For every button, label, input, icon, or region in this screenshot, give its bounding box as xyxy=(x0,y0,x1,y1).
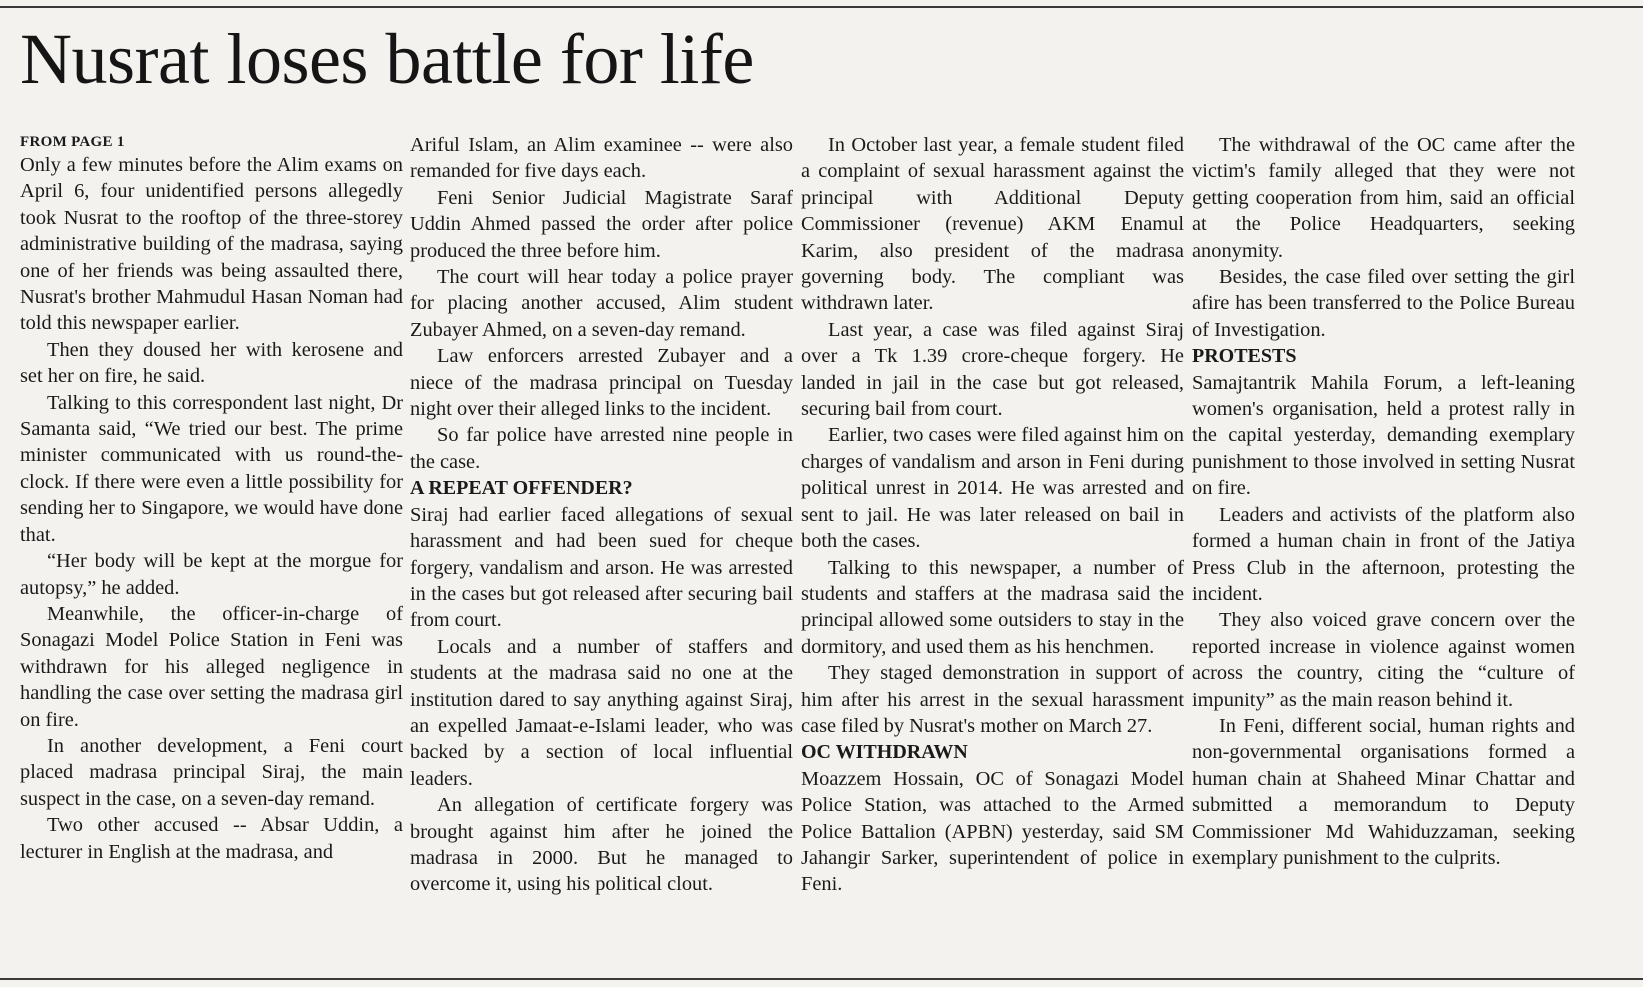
kicker: FROM PAGE 1 xyxy=(20,134,125,150)
paragraph: Only a few minutes before the Alim exams on April 6, four unidentified persons allegedly took Nusrat to the rooftop of the three-storey administrative building of the madrasa, saying one of her friends was being assaulted there, Nusrat's brother Mahmudul Hasan Noman had told this newspaper earlier. xyxy=(20,154,403,335)
column-4-blocks xyxy=(1192,132,1575,871)
paragraph: Siraj had earlier faced allegations of sexual harassment and had been sued for cheque forgery, vandalism and arson. He was arrested in the cases but got released after securing bail from court. xyxy=(410,503,793,632)
paragraph: Talking to this correspondent last night, Dr Samanta said, “We tried our best. The prime minister communicated with us round-the-clock. If there were even a little possibility for sending her to Singapore, we would have done that. xyxy=(20,391,403,546)
paragraph: Last year, a case was filed against Siraj over a Tk 1.39 crore-cheque forgery. He landed in jail in the case but got released, securing bail from court. xyxy=(801,318,1184,421)
paragraph: The court will hear today a police prayer for placing another accused, Alim student Zubayer Ahmed, on a seven-day remand. xyxy=(410,266,793,341)
column-3 xyxy=(801,132,1184,967)
paragraph: Two other accused -- Absar Uddin, a lecturer in English at the madrasa, and xyxy=(20,814,403,863)
article-body xyxy=(20,132,1634,967)
paragraph: In October last year, a female student filed a complaint of sexual harassment against the principal with Additional Deputy Commissioner (revenue) AKM Enamul Karim, also president of the madrasa governing body. The compliant was withdrawn later. xyxy=(801,134,1184,315)
column-2 xyxy=(410,132,793,967)
paragraph: They also voiced grave concern over the reported increase in violence against women across the country, citing the “culture of impunity” as the main reason behind it. xyxy=(1192,609,1575,711)
column-1 xyxy=(20,132,403,967)
top-rule xyxy=(0,6,1643,8)
paragraph: In another development, a Feni court placed madrasa principal Siraj, the main suspect in the case, on a seven-day remand. xyxy=(20,734,403,810)
paragraph: Meanwhile, the officer-in-charge of Sonagazi Model Police Station in Feni was withdrawn for his alleged negligence in handling the case over setting the madrasa girl on fire. xyxy=(20,602,403,731)
paragraph: Earlier, two cases were filed against him on charges of vandalism and arson in Feni during political unrest in 2014. He was arrested and sent to jail. He was later released on bail in both the cases. xyxy=(801,424,1184,553)
paragraph: Feni Senior Judicial Magistrate Saraf Uddin Ahmed passed the order after police produced the three before him. xyxy=(410,186,793,262)
paragraph: Locals and a number of staffers and students at the madrasa said no one at the institution dared to say anything against Siraj, an expelled Jamaat-e-Islami leader, who was backed by a section of local influential leaders. xyxy=(410,635,793,790)
subhead: OC WITHDRAWN xyxy=(801,741,968,764)
subhead: A REPEAT OFFENDER? xyxy=(410,477,633,500)
paragraph: Talking to this newspaper, a number of students and staffers at the madrasa said the principal allowed some outsiders to stay in the dormitory, and used them as his henchmen. xyxy=(801,556,1184,658)
paragraph: Ariful Islam, an Alim examinee -- were also remanded for five days each. xyxy=(410,134,793,183)
paragraph: They staged demonstration in support of him after his arrest in the sexual harassment case filed by Nusrat's mother on March 27. xyxy=(801,662,1184,737)
paragraph: Leaders and activists of the platform also formed a human chain in front of the Jatiya Press Club in the afternoon, protesting the incident. xyxy=(1192,503,1575,605)
paragraph: “Her body will be kept at the morgue for autopsy,” he added. xyxy=(20,550,403,599)
paragraph: So far police have arrested nine people in the case. xyxy=(410,424,793,473)
headline: Nusrat loses battle for life xyxy=(20,19,754,99)
paragraph: In Feni, different social, human rights and non-governmental organisations formed a human chain at Shaheed Minar Chattar and submitted a memorandum to Deputy Commissioner Md Wahiduzzaman, seeking exemplary punishment to the culprits. xyxy=(1192,714,1575,869)
column-1-blocks xyxy=(20,152,403,865)
paragraph: Moazzem Hossain, OC of Sonagazi Model Police Station, was attached to the Armed Police Battalion (APBN) yesterday, said SM Jahangir Sarker, superintendent of police in Feni. xyxy=(801,767,1184,896)
column-3-blocks xyxy=(801,132,1184,898)
paragraph: An allegation of certificate forgery was brought against him after he joined the madrasa in 2000. But he managed to overcome it, using his political clout. xyxy=(410,794,793,896)
column-4 xyxy=(1192,132,1575,967)
paragraph: The withdrawal of the OC came after the victim's family alleged that they were not getting cooperation from him, said an official at the Police Headquarters, seeking anonymity. xyxy=(1192,134,1575,262)
paragraph: Besides, the case filed over setting the girl afire has been transferred to the Police Bureau of Investigation. xyxy=(1192,266,1575,341)
paragraph: Law enforcers arrested Zubayer and a niece of the madrasa principal on Tuesday night over their alleged links to the incident. xyxy=(410,345,793,421)
subhead: PROTESTS xyxy=(1192,345,1297,368)
paragraph: Samajtantrik Mahila Forum, a left-leaning women's organisation, held a protest rally in the capital yesterday, demanding exemplary punishment to those involved in setting Nusrat on fire. xyxy=(1192,371,1575,500)
bottom-rule xyxy=(0,978,1643,980)
paragraph: Then they doused her with kerosene and set her on fire, he said. xyxy=(20,338,403,388)
column-2-blocks xyxy=(410,132,793,898)
